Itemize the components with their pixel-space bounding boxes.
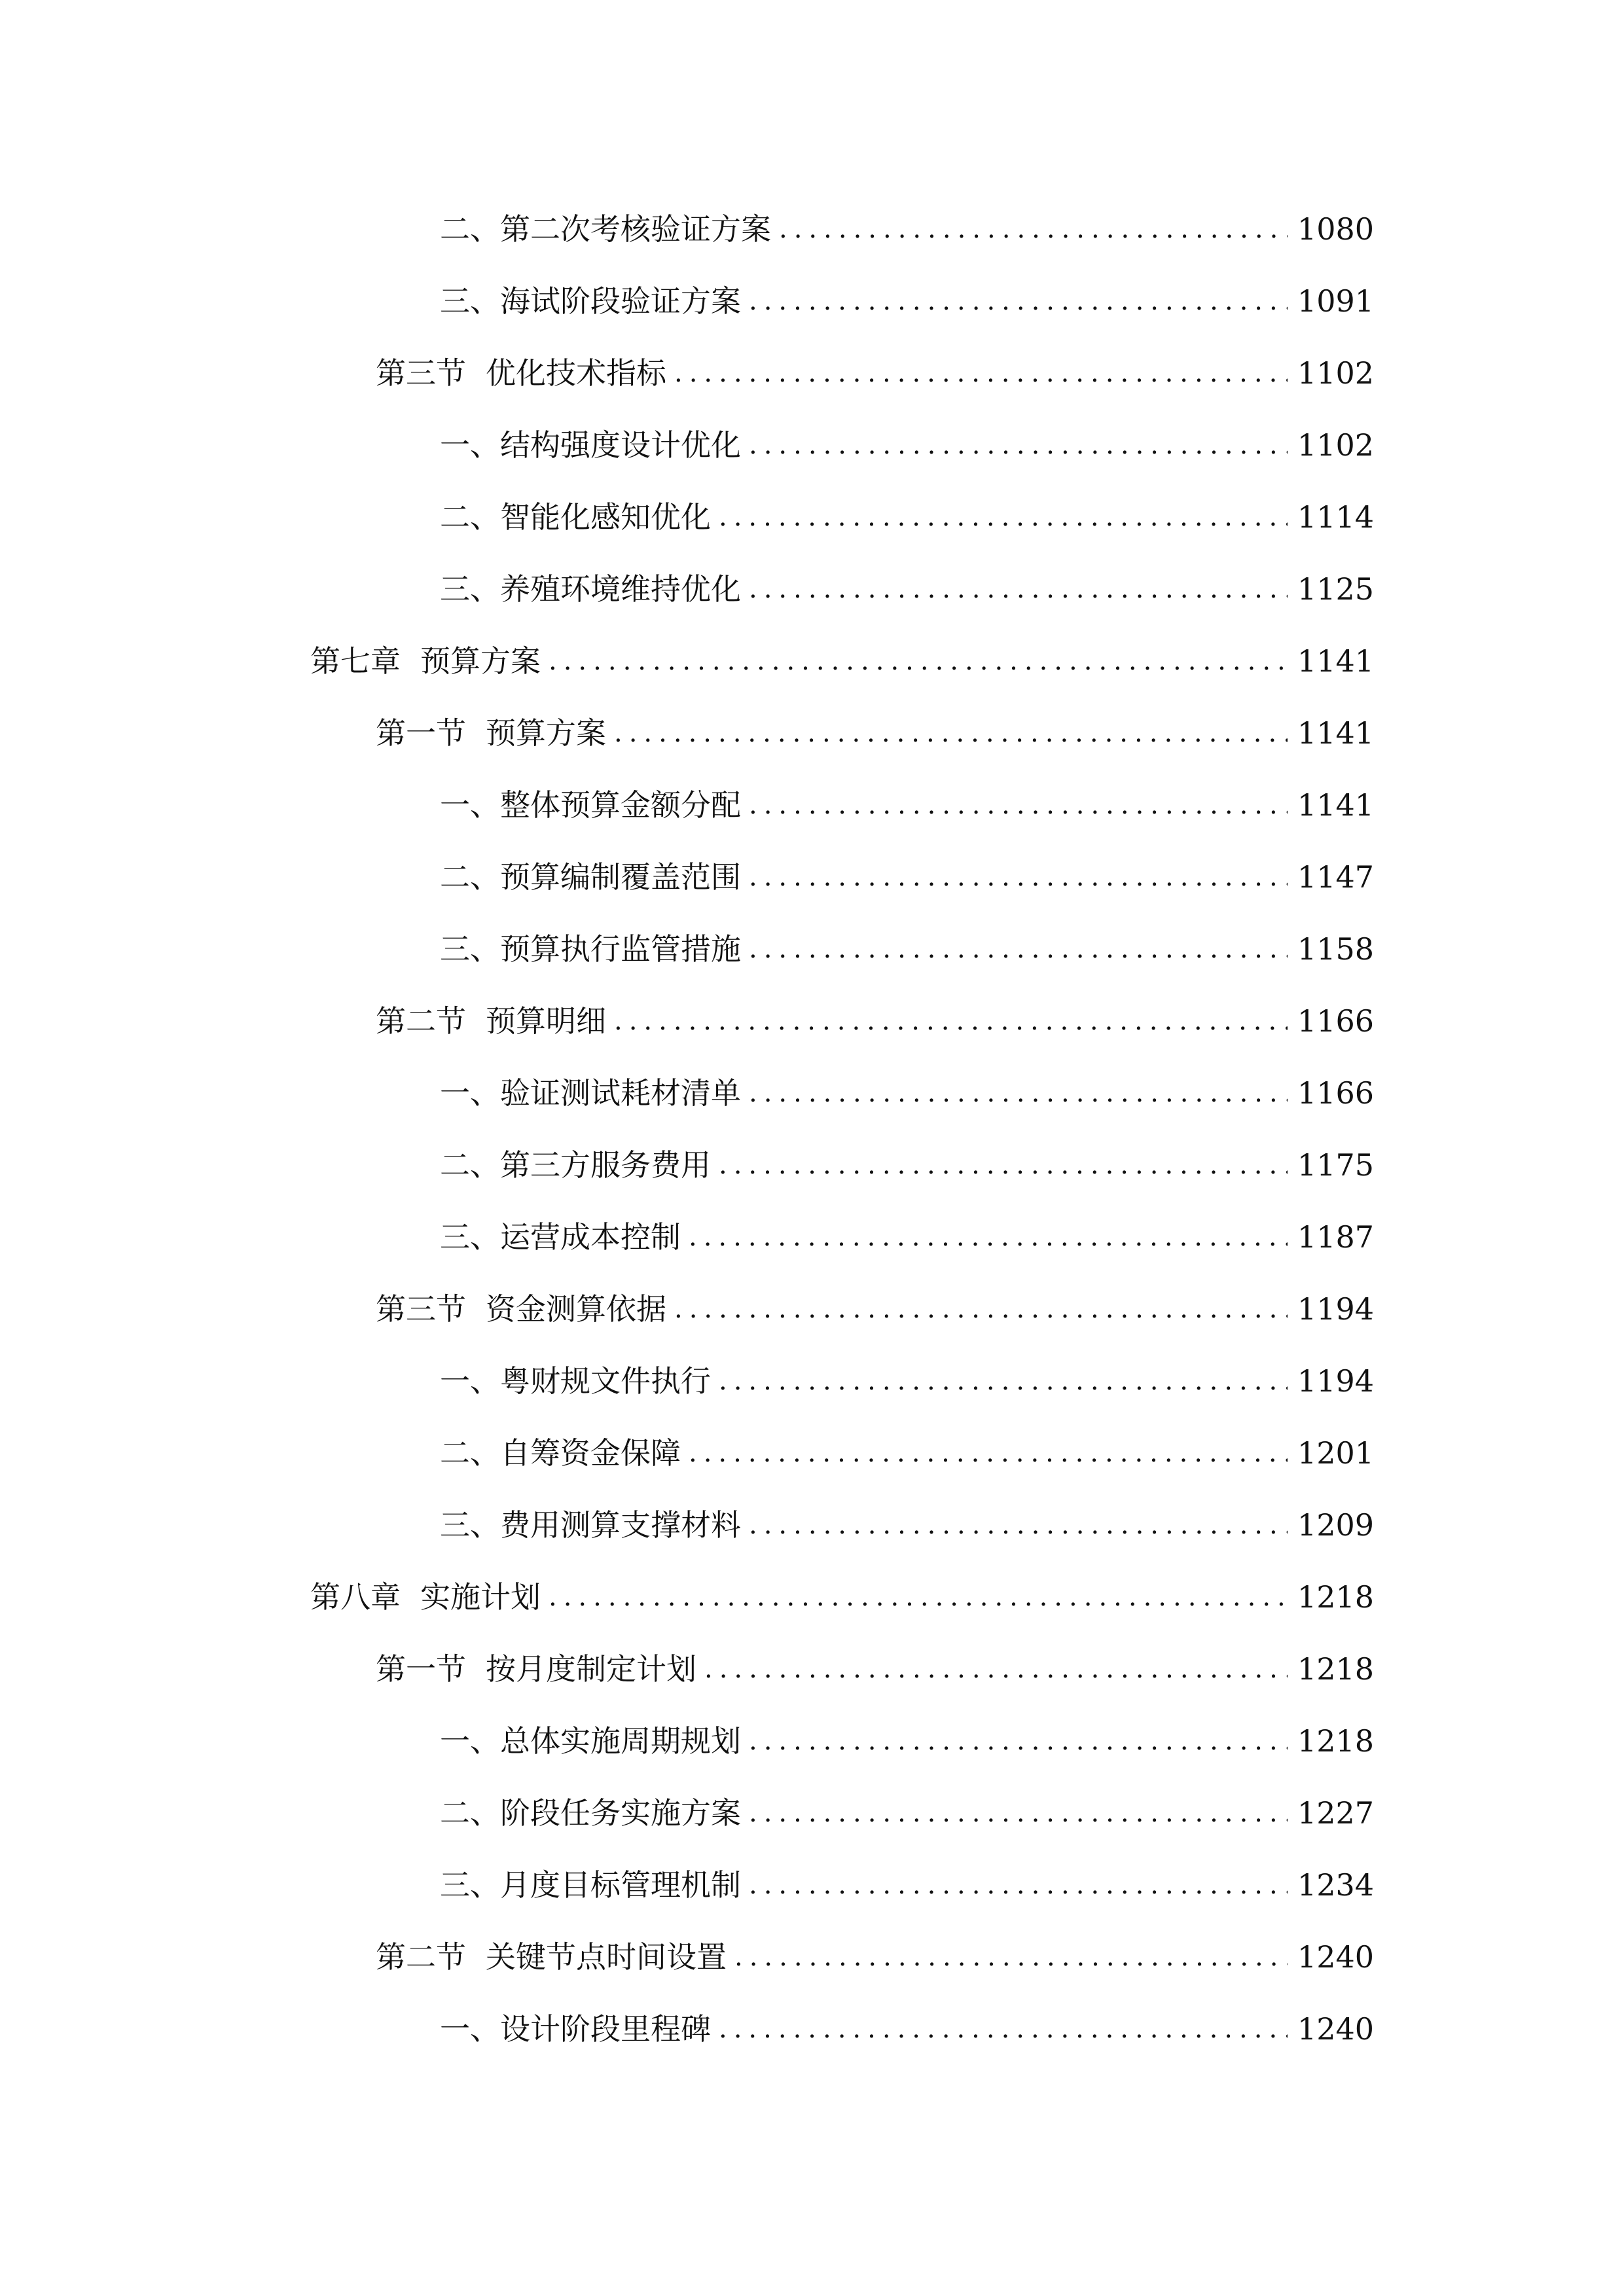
dot-leader: [704, 1643, 1288, 1695]
toc-entry-number: 一、: [440, 787, 500, 823]
toc-entry-page: 1209: [1297, 1507, 1374, 1543]
toc-entry[interactable]: [376, 1643, 1374, 1695]
dot-leader: [779, 203, 1288, 255]
toc-entry[interactable]: [440, 1715, 1374, 1767]
dot-leader: [749, 1067, 1288, 1119]
toc-entry-title: 关键节点时间设置: [486, 1939, 727, 1975]
dot-leader: [674, 347, 1288, 399]
toc-entry-number: 第七章: [310, 643, 401, 679]
toc-entry-page: 1147: [1297, 859, 1374, 895]
toc-entry-page: 1194: [1297, 1363, 1374, 1399]
toc-entry-number: 一、: [440, 1723, 500, 1759]
toc-entry[interactable]: [440, 203, 1374, 255]
toc-entry-page: 1201: [1297, 1435, 1374, 1471]
toc-entry[interactable]: [440, 1067, 1374, 1119]
dot-leader: [749, 923, 1288, 975]
dot-leader: [749, 1715, 1288, 1767]
toc-entry-page: 1227: [1297, 1795, 1374, 1831]
toc-entry-page: 1158: [1297, 931, 1374, 967]
toc-entry[interactable]: [440, 1499, 1374, 1551]
toc-entry-number: 二、: [440, 211, 500, 247]
toc-entry-number: 二、: [440, 1795, 500, 1831]
toc-entry[interactable]: [376, 347, 1374, 399]
dot-leader: [614, 707, 1288, 759]
toc-entry-page: 1102: [1297, 427, 1374, 463]
toc-entry-number: 一、: [440, 1075, 500, 1111]
toc-entry-title: 第三方服务费用: [500, 1147, 711, 1183]
toc-entry-number: 第一节: [376, 1651, 466, 1687]
toc-entry[interactable]: [310, 635, 1374, 687]
toc-entry-title: 预算方案: [420, 643, 541, 679]
dot-leader: [549, 1571, 1288, 1623]
toc-entry-title: 海试阶段验证方案: [500, 283, 741, 319]
toc-entry-number: 三、: [440, 1867, 500, 1903]
toc-entry-page: 1218: [1297, 1651, 1374, 1687]
toc-entry-page: 1218: [1297, 1579, 1374, 1615]
dot-leader: [719, 491, 1288, 543]
toc-entry[interactable]: [440, 1211, 1374, 1263]
toc-entry-page: 1091: [1297, 283, 1374, 319]
toc-entry-title: 实施计划: [420, 1579, 541, 1615]
toc-entry-title: 养殖环境维持优化: [500, 571, 741, 607]
toc-entry-title: 自筹资金保障: [500, 1435, 681, 1471]
dot-leader: [749, 851, 1288, 903]
toc-entry-title: 验证测试耗材清单: [500, 1075, 741, 1111]
toc-entry-page: 1166: [1297, 1075, 1374, 1111]
toc-entry[interactable]: [440, 275, 1374, 327]
toc-entry-number: 二、: [440, 1435, 500, 1471]
toc-entry-number: 第三节: [376, 1291, 466, 1327]
toc-entry[interactable]: [376, 995, 1374, 1047]
toc-entry-title: 预算编制覆盖范围: [500, 859, 741, 895]
toc-entry-page: 1240: [1297, 2011, 1374, 2047]
toc-entry-title: 运营成本控制: [500, 1219, 681, 1255]
toc-entry-title: 优化技术指标: [486, 355, 666, 391]
toc-entry[interactable]: [440, 1427, 1374, 1479]
dot-leader: [749, 1499, 1288, 1551]
toc-entry[interactable]: [440, 1139, 1374, 1191]
toc-entry-page: 1240: [1297, 1939, 1374, 1975]
toc-entry-title: 月度目标管理机制: [500, 1867, 741, 1903]
toc-entry[interactable]: [440, 419, 1374, 471]
toc-entry-title: 总体实施周期规划: [500, 1723, 741, 1759]
toc-entry-number: 三、: [440, 931, 500, 967]
dot-leader: [749, 779, 1288, 831]
dot-leader: [689, 1211, 1288, 1263]
dot-leader: [614, 995, 1288, 1047]
toc-entry-title: 设计阶段里程碑: [500, 2011, 711, 2047]
toc-entry-page: 1141: [1297, 787, 1374, 823]
toc-entry-title: 预算方案: [486, 715, 606, 751]
toc-entry[interactable]: [440, 2003, 1374, 2055]
toc-entry-page: 1194: [1297, 1291, 1374, 1327]
dot-leader: [549, 635, 1288, 687]
toc-entry-title: 按月度制定计划: [486, 1651, 696, 1687]
toc-entry-number: 三、: [440, 1219, 500, 1255]
dot-leader: [749, 1859, 1288, 1911]
toc-entry-page: 1175: [1297, 1147, 1374, 1183]
toc-entry-number: 第八章: [310, 1579, 401, 1615]
toc-entry-title: 粤财规文件执行: [500, 1363, 711, 1399]
dot-leader: [734, 1931, 1288, 1983]
dot-leader: [674, 1283, 1288, 1335]
toc-entry-title: 结构强度设计优化: [500, 427, 741, 463]
toc-entry[interactable]: [376, 1931, 1374, 1983]
toc-entry-page: 1114: [1297, 499, 1374, 535]
toc-entry-title: 智能化感知优化: [500, 499, 711, 535]
toc-entry[interactable]: [440, 851, 1374, 903]
toc-entry-number: 第二节: [376, 1939, 466, 1975]
toc-entry-number: 二、: [440, 499, 500, 535]
dot-leader: [719, 1139, 1288, 1191]
toc-entry-number: 第三节: [376, 355, 466, 391]
dot-leader: [749, 1787, 1288, 1839]
toc-entry[interactable]: [310, 1571, 1374, 1623]
toc-entry-number: 三、: [440, 1507, 500, 1543]
toc-entry-title: 第二次考核验证方案: [500, 211, 771, 247]
toc-entry-page: 1141: [1297, 643, 1374, 679]
toc-entry-page: 1080: [1297, 211, 1374, 247]
toc-entry-number: 第一节: [376, 715, 466, 751]
toc-entry-page: 1125: [1297, 571, 1374, 607]
toc-entry-title: 费用测算支撑材料: [500, 1507, 741, 1543]
dot-leader: [749, 275, 1288, 327]
toc-entry[interactable]: [440, 491, 1374, 543]
toc-entry-title: 预算明细: [486, 1003, 606, 1039]
toc-entry-title: 整体预算金额分配: [500, 787, 741, 823]
dot-leader: [689, 1427, 1288, 1479]
toc-entry-title: 预算执行监管措施: [500, 931, 741, 967]
dot-leader: [749, 563, 1288, 615]
toc-entry[interactable]: [440, 1355, 1374, 1407]
toc-entry[interactable]: [376, 707, 1374, 759]
dot-leader: [749, 419, 1288, 471]
toc-entry-page: 1234: [1297, 1867, 1374, 1903]
toc-entry-number: 一、: [440, 1363, 500, 1399]
dot-leader: [719, 2003, 1288, 2055]
toc-entry-page: 1141: [1297, 715, 1374, 751]
toc-entry[interactable]: [376, 1283, 1374, 1335]
toc-entry-page: 1218: [1297, 1723, 1374, 1759]
toc-entry-number: 二、: [440, 1147, 500, 1183]
toc-entry-number: 一、: [440, 2011, 500, 2047]
dot-leader: [719, 1355, 1288, 1407]
toc-entry-page: 1187: [1297, 1219, 1374, 1255]
toc-entry-number: 二、: [440, 859, 500, 895]
toc-entry-page: 1166: [1297, 1003, 1374, 1039]
toc-entry[interactable]: [440, 1859, 1374, 1911]
toc-entry-number: 三、: [440, 571, 500, 607]
toc-entry[interactable]: [440, 563, 1374, 615]
toc-entry-number: 三、: [440, 283, 500, 319]
toc-entry-title: 阶段任务实施方案: [500, 1795, 741, 1831]
toc-entry-number: 第二节: [376, 1003, 466, 1039]
toc-entry[interactable]: [440, 779, 1374, 831]
toc-entry-page: 1102: [1297, 355, 1374, 391]
toc-entry-number: 一、: [440, 427, 500, 463]
toc-entry[interactable]: [440, 1787, 1374, 1839]
toc-entry[interactable]: [440, 923, 1374, 975]
toc-entry-title: 资金测算依据: [486, 1291, 666, 1327]
